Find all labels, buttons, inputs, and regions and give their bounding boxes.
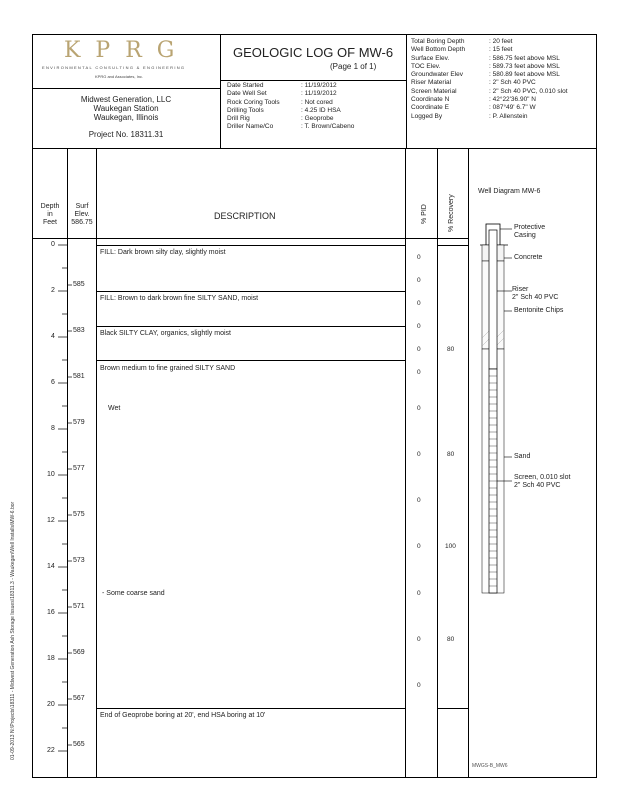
center-info: Date Started : 11/19/2012 Date Well Set : 11/19/2012 Rock Coring Tools : Not cored Drilling Tools : 4.25 ID HSA Drill Rig : Geoprobe Driller Name/Co : T. Brown/Cabeno xyxy=(227,82,355,131)
client-location: Waukegan, Illinois xyxy=(93,113,159,122)
footer-code: MWGS-B_MW6 xyxy=(472,763,508,769)
page-indicator: (Page 1 of 1) xyxy=(330,62,377,71)
end-of-boring: End of Geoprobe boring at 20', end HSA boring at 10' xyxy=(100,712,266,719)
pid-header: % PID xyxy=(421,204,428,224)
layer-4-note-coarse: - Some coarse sand xyxy=(102,590,165,597)
layer-1: FILL: Dark brown silty clay, slightly moist xyxy=(100,249,226,256)
label-riser: Riser 2" Sch 40 PVC xyxy=(512,286,559,301)
right-info: Total Boring Depth : 20 feet Well Bottom Depth : 15 feet Surface Elev. : 586.75 feet above MSL TOC Elev. : 589.73 feet above MSL Groundwater Elev : 580.89 feet above MSL Riser Material : 2" Sch 40 PVC Screen Material : 2" Sch 40 PVC, 0.010 slot Coordinate N : 42°22'36.90" N Coordinate E : 087°49' 6.7" W Logged By : P. Allenstein xyxy=(411,38,568,120)
layer-4-note-wet: Wet xyxy=(108,405,121,412)
client-site: Waukegan Station xyxy=(93,104,159,113)
well-diagram-title: Well Diagram MW-6 xyxy=(478,188,541,195)
file-path: 01-09-2013 N:\Projects\18311 - Midwest Generation Ash Storage Issues\18311.3 - Waukegan\Well Installs\MW-6.bor xyxy=(10,501,16,760)
layer-4: Brown medium to fine grained SILTY SAND xyxy=(100,365,236,372)
depth-header: Depth in Feet xyxy=(40,203,60,226)
logo-letters: K P R G xyxy=(64,38,179,63)
logo-tagline: ENVIRONMENTAL CONSULTING & ENGINEERING xyxy=(42,65,186,70)
label-screen: Screen, 0.010 slot 2" Sch 40 PVC xyxy=(514,474,571,489)
description-header: DESCRIPTION xyxy=(214,211,276,221)
client-block xyxy=(32,95,220,139)
label-sand: Sand xyxy=(514,453,531,460)
label-concrete: Concrete xyxy=(514,254,543,261)
label-bentonite: Bentonite Chips xyxy=(514,307,564,314)
well-diagram xyxy=(468,220,596,620)
label-protective-casing: Protective Casing xyxy=(514,224,546,239)
elev-header: Surf Elev. 586.75 xyxy=(71,203,93,226)
logo-sub: KPRG and Associates, Inc. xyxy=(95,74,144,79)
project-number: Project No. 18311.31 xyxy=(88,130,164,139)
recovery-header: % Recovery xyxy=(448,194,455,232)
riser-pipe xyxy=(489,230,497,369)
layer-2: FILL: Brown to dark brown fine SILTY SAND, moist xyxy=(100,295,259,302)
client-name: Midwest Generation, LLC xyxy=(80,95,172,104)
layer-3: Black SILTY CLAY, organics, slightly moist xyxy=(100,330,231,337)
log-title: GEOLOGIC LOG OF MW-6 xyxy=(233,45,394,60)
